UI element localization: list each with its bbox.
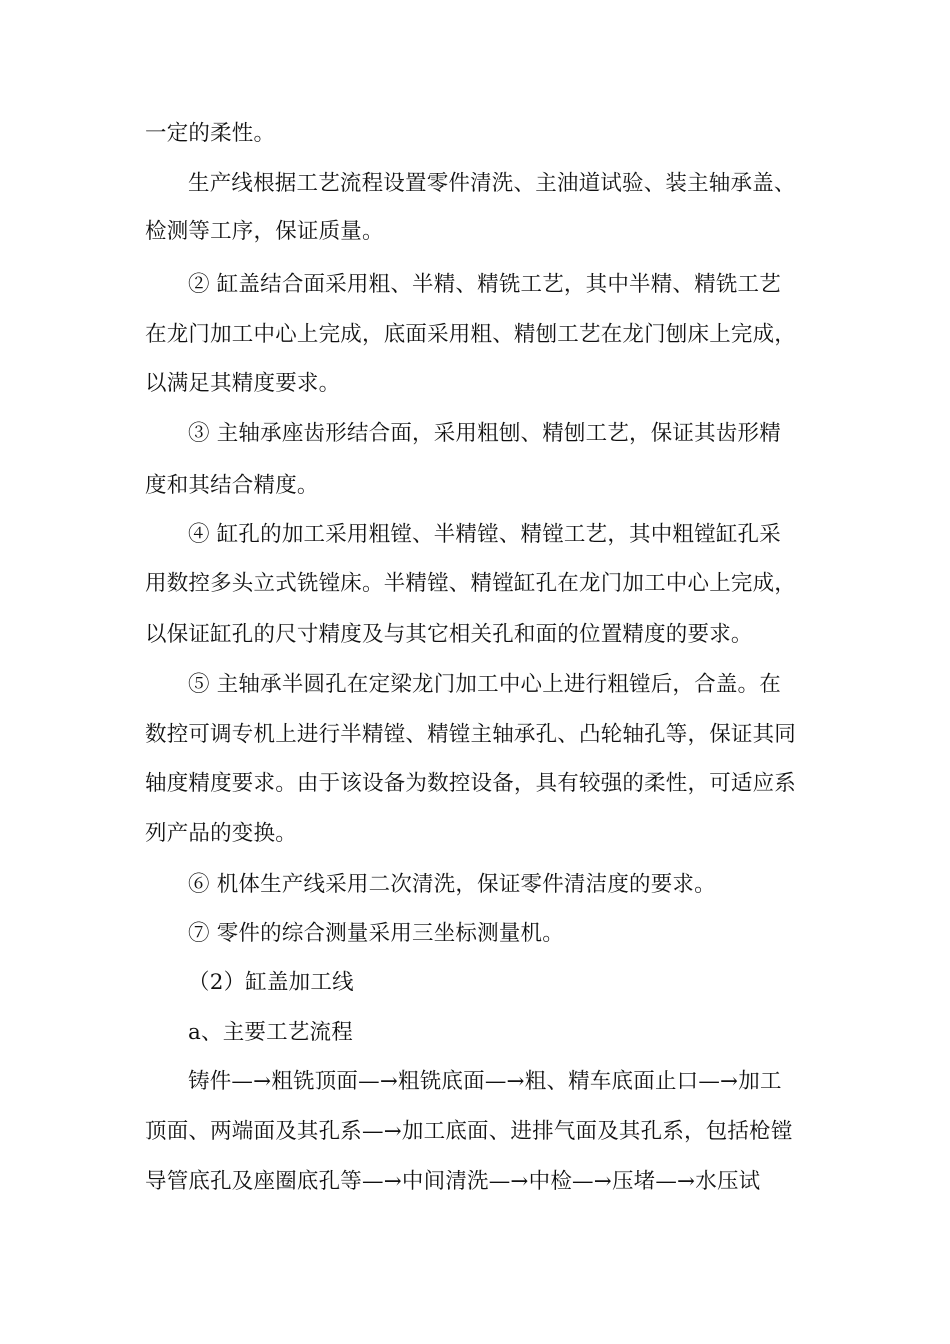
text-line: 在龙门加工中心上完成，底面采用粗、精刨工艺在龙门刨床上完成， bbox=[145, 322, 797, 347]
text-line: ⑥ 机体生产线采用二次清洗，保证零件清洁度的要求。 bbox=[188, 872, 716, 897]
text-line: 列产品的变换。 bbox=[145, 821, 297, 846]
subsection-heading: a、主要工艺流程 bbox=[188, 1020, 353, 1045]
text-line: 用数控多头立式铣镗床。半精镗、精镗缸孔在龙门加工中心上完成， bbox=[145, 571, 797, 596]
text-line: 生产线根据工艺流程设置零件清洗、主油道试验、装主轴承盖、 bbox=[188, 171, 796, 196]
text-line: ④ 缸孔的加工采用粗镗、半精镗、精镗工艺，其中粗镗缸孔采 bbox=[188, 522, 781, 547]
text-line: 导管底孔及座圈底孔等—→中间清洗—→中检—→压堵—→水压试 bbox=[145, 1169, 761, 1194]
text-line: 顶面、两端面及其孔系—→加工底面、进排气面及其孔系，包括枪镗 bbox=[145, 1119, 793, 1144]
text-line: 铸件—→粗铣顶面—→粗铣底面—→粗、精车底面止口—→加工 bbox=[188, 1069, 782, 1094]
text-line: 轴度精度要求。由于该设备为数控设备，具有较强的柔性，可适应系 bbox=[145, 771, 797, 796]
text-line: 度和其结合精度。 bbox=[145, 473, 319, 498]
text-line: ⑤ 主轴承半圆孔在定梁龙门加工中心上进行粗镗后，合盖。在 bbox=[188, 672, 781, 697]
text-line: 数控可调专机上进行半精镗、精镗主轴承孔、凸轮轴孔等，保证其同 bbox=[145, 722, 797, 747]
text-line: 以保证缸孔的尺寸精度及与其它相关孔和面的位置精度的要求。 bbox=[145, 622, 753, 647]
section-heading: （2）缸盖加工线 bbox=[188, 970, 354, 995]
text-line: 检测等工序，保证质量。 bbox=[145, 219, 384, 244]
text-line: 一定的柔性。 bbox=[145, 121, 276, 146]
text-line: ③ 主轴承座齿形结合面，采用粗刨、精刨工艺，保证其齿形精 bbox=[188, 421, 781, 446]
text-line: ② 缸盖结合面采用粗、半精、精铣工艺，其中半精、精铣工艺 bbox=[188, 272, 781, 297]
text-line: ⑦ 零件的综合测量采用三坐标测量机。 bbox=[188, 921, 564, 946]
text-line: 以满足其精度要求。 bbox=[145, 371, 341, 396]
